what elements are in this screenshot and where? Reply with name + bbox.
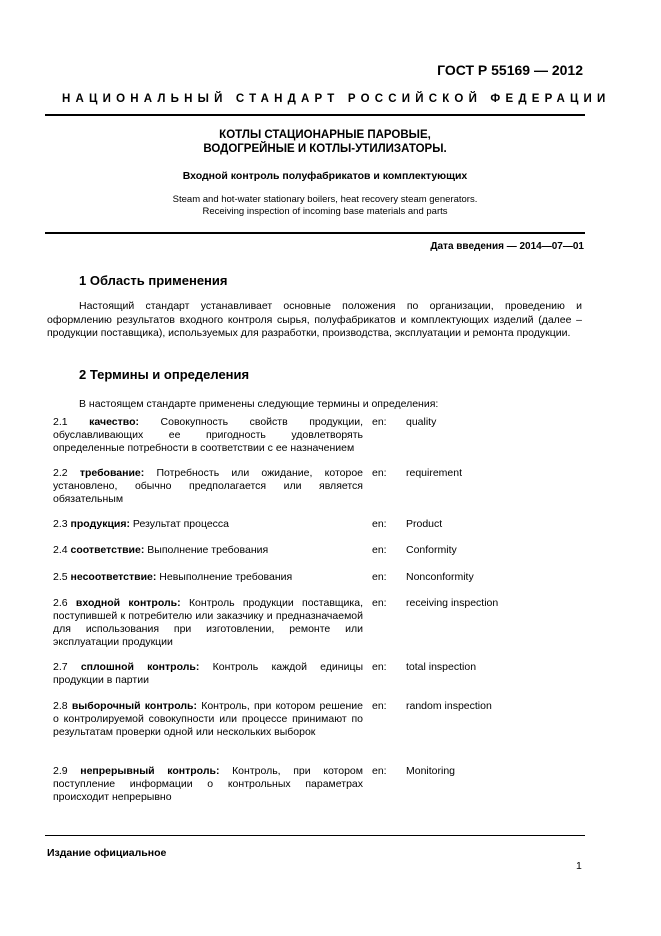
introduction-date: Дата введения — 2014—07—01 [430, 241, 584, 252]
official-edition-label: Издание официальное [47, 847, 167, 859]
term-english: Conformity [406, 544, 457, 556]
term-language: en: [372, 597, 387, 609]
document-subtitle: Входной контроль полуфабрикатов и комплектующих [182, 170, 468, 182]
term-language: en: [372, 765, 387, 777]
term-english: Product [406, 518, 443, 530]
term-definition: 2.9 непрерывный контроль: Контроль, при котором поступление информации о контрольных параметрах происходит непрерывно [53, 765, 363, 803]
page-number: 1 [576, 860, 582, 872]
middle-divider [45, 232, 585, 234]
footer-divider [45, 835, 585, 836]
term-definition: 2.8 выборочный контроль: Контроль, при котором решение о контролируемой совокупности или процессе принимают по результатам проверки одной или нескольких выборок [53, 700, 363, 738]
english-title-line-1: Steam and hot-water stationary boilers, heat recovery steam generators. [172, 194, 478, 205]
term-definition: 2.4 соответствие: Выполнение требования [53, 544, 269, 556]
section-2-heading: 2 Термины и определения [79, 367, 250, 382]
title-line-2: ВОДОГРЕЙНЫЕ И КОТЛЫ-УТИЛИЗАТОРЫ. [203, 143, 447, 155]
term-english: Nonconformity [406, 571, 474, 583]
term-definition: 2.3 продукция: Результат процесса [53, 518, 230, 530]
term-english: requirement [406, 467, 463, 479]
term-english: random inspection [406, 700, 492, 712]
section-2-lead: В настоящем стандарте применены следующие термины и определения: [79, 398, 439, 410]
term-definition: 2.2 требование: Потребность или ожидание, которое установлено, обычно предполагается или является обязательным [53, 467, 363, 505]
document-code: ГОСТ Р 55169 — 2012 [437, 62, 583, 78]
term-language: en: [372, 571, 387, 583]
term-english: quality [406, 416, 437, 428]
section-1-heading: 1 Область применения [79, 273, 228, 288]
term-english: total inspection [406, 661, 477, 673]
term-language: en: [372, 661, 387, 673]
section-1-text: Настоящий стандарт устанавливает основные положения по организации, проведению и оформлению результатов входного контроля сырья, полуфабрикатов и комплектующих изделий (далее – продукции поставщика), используемых для разработки, производства, эксплуатации и ремонта продукции. [47, 300, 582, 339]
english-title-line-2: Receiving inspection of incoming base materials and parts [202, 206, 448, 217]
term-language: en: [372, 700, 387, 712]
english-title [60, 194, 590, 218]
term-definition: 2.7 сплошной контроль: Контроль каждой единицы продукции в партии [53, 661, 364, 686]
top-divider [45, 114, 585, 116]
term-definition: 2.6 входной контроль: Контроль продукции поставщика, поступившей к потребителю или заказчику и предназначаемой для использования при изготовлении, ремонте или эксплуатации продукции [53, 597, 363, 648]
document-title [60, 128, 590, 156]
term-english: receiving inspection [406, 597, 499, 609]
term-language: en: [372, 544, 387, 556]
title-line-1: КОТЛЫ СТАЦИОНАРНЫЕ ПАРОВЫЕ, [219, 129, 431, 141]
term-english: Monitoring [406, 765, 456, 777]
term-language: en: [372, 416, 387, 428]
term-definition: 2.5 несоответствие: Невыполнение требования [53, 571, 293, 583]
term-definition: 2.1 качество: Совокупность свойств продукции, обуславливающих ее пригодность удовлетворять определенные потребности в соответствии с ее назначением [53, 416, 363, 454]
national-standard-banner: НАЦИОНАЛЬНЫЙ СТАНДАРТ РОССИЙСКОЙ ФЕДЕРАЦИИ [62, 93, 611, 105]
term-language: en: [372, 518, 387, 530]
term-language: en: [372, 467, 387, 479]
